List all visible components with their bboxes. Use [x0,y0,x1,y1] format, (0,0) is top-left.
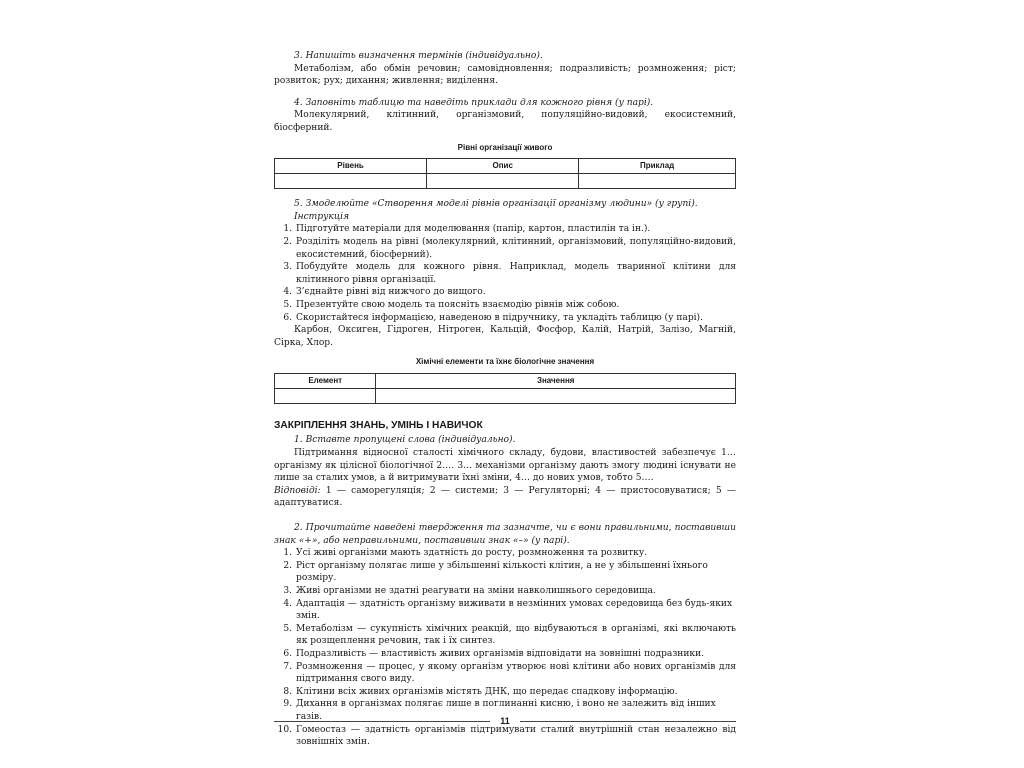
step-number: 5. [283,299,292,310]
table-header-element: Елемент [275,373,376,388]
list-item [274,286,736,299]
item-text: Подразливість — властивість живих організмів відповідати на зовнішні подразники. [296,648,705,659]
item-number: 6. [283,648,292,659]
step-number: 6. [283,312,292,323]
item-text: Дихання в організмах полягає лише в поглинанні кисню, і воно не залежить від інших газів. [296,699,716,722]
table-header-meaning: Значення [376,373,736,388]
list-item [274,547,736,560]
list-item [274,623,736,648]
step-text: Скористайтеся інформацією, наведеною в підручнику, та укладіть таблицю (у парі). [296,312,703,323]
step-number: 2. [283,236,292,247]
item-text: Гомеостаз — здатність організмів підтримувати сталий внутрішній стан незалежно від зовнішніх змін. [296,724,736,748]
instruction-label: Інструкція [294,211,350,222]
page-footer [274,716,736,726]
table-header-row [275,159,736,174]
item-text: Клітини всіх живих організмів містять ДНК, що передає спадкову інформацію. [296,686,678,697]
table-header-description: Опис [427,159,579,174]
task4-text: Молекулярний, клітинний, організмовий, популяційно-видовий, екосистемний, біосферний. [274,110,736,133]
footer-rule-left [274,721,490,722]
list-item [274,724,736,749]
fix1-title: 1. Вставте пропущені слова (індивідуально). [294,435,516,446]
step-text: З’єднайте рівні від нижчого до вищого. [296,287,486,298]
item-text: Метаболізм — сукупність хімічних реакцій, що відбуваються в організмі, які включають як розщеплення речовин, так і їх синтез. [296,623,736,647]
list-item [274,299,736,312]
item-text: Живі організми не здатні реагувати на зміни навколишнього середовища. [296,586,656,596]
list-item [274,648,736,661]
fix1-text: Підтримання відносної сталості хімічного складу, будови, властивостей забезпечує 1… організму як цілісної біологічної 2…. 3… механізми організму дають змогу людині існувати не лише за сталих умов, а й витримувати їхні зміни, 4… до нових умов, тобто 5…. [274,448,736,484]
list-item [274,585,736,598]
item-number: 8. [283,686,292,697]
list-item [274,686,736,699]
list-item [274,661,736,686]
elements-table [274,373,736,404]
step-number: 4. [283,287,292,298]
list-item [274,312,736,325]
fix2-title: 2. Прочитайте наведені твердження та зазначте, чи є вони правильними, поставивши знак «+», або неправильними, поставивши знак «–» (у парі). [274,523,736,546]
list-item [274,261,736,286]
table-header-row [275,373,736,388]
textbook-page [274,50,736,749]
item-number: 5. [283,623,292,634]
task4-title: 4. Заповніть таблицю та наведіть приклади для кожного рівня (у парі). [294,97,654,108]
table-header-level: Рівень [275,159,427,174]
step-number: 1. [283,224,292,235]
fix1-answers [274,485,736,510]
step-text: Розділіть модель на рівні (молекулярний, клітинний, організмовий, популяційно-видовий, екосистемний, біосферний). [296,236,736,260]
item-number: 3. [283,586,292,596]
item-number: 1. [283,548,292,559]
item-number: 7. [283,661,292,672]
item-number: 4. [283,598,292,609]
item-text: Розмноження — процес, у якому організм утворює нові клітини або нових організмів для підтримання свого виду. [296,661,736,685]
table-cell[interactable] [275,174,427,189]
table-cell[interactable] [275,388,376,403]
elements-table-caption: Хімічні елементи та їхнє біологічне значення [415,357,595,367]
section-heading: ЗАКРІПЛЕННЯ ЗНАНЬ, УМІНЬ І НАВИЧОК [274,419,483,431]
step-text: Презентуйте свою модель та поясніть взаємодію рівнів між собою. [296,299,620,310]
task5-title: 5. Змоделюйте «Створення моделі рівнів організації організму людини» (у групі). [294,199,698,210]
table-cell[interactable] [376,388,736,403]
list-item [274,598,736,623]
item-text: Усі живі організми мають здатність до росту, розмноження та розвитку. [296,548,648,559]
levels-table [274,158,736,189]
answers-text: 1 — саморегуляція; 2 — системи; 3 — Регуляторні; 4 — пристосовуватися; 5 — адаптуватися. [274,485,736,509]
item-number: 2. [283,560,292,571]
levels-table-caption: Рівні організації живого [457,142,553,152]
item-number: 10. [277,724,292,735]
instruction-steps [274,223,736,324]
list-item [274,223,736,236]
answers-label: Відповіді: [274,485,321,496]
list-item [274,236,736,261]
item-text: Адаптація — здатність організму виживати в незмінних умовах середовища без будь-яких змін. [296,598,733,622]
item-number: 9. [283,699,292,710]
step-text: Підготуйте матеріали для моделювання (папір, картон, пластилін та ін.). [296,224,651,235]
step-number: 3. [283,262,292,273]
table-row [275,174,736,189]
task3-text: Метаболізм, або обмін речовин; самовідновлення; подразливість; розмноження; ріст; розвиток; рух; дихання; живлення; виділення. [274,63,736,87]
step-text: Побудуйте модель для кожного рівня. Наприклад, модель тваринної клітини для клітинного рівня організації. [296,262,736,285]
elements-text: Карбон, Оксиген, Гідроген, Нітроген, Кальцій, Фосфор, Калій, Натрій, Залізо, Магній, Сірка, Хлор. [274,325,736,348]
footer-rule-right [520,721,736,722]
page-number: 11 [500,716,510,726]
table-cell[interactable] [427,174,579,189]
table-cell[interactable] [579,174,736,189]
table-row [275,388,736,403]
task3-title: 3. Напишіть визначення термінів (індивідуально). [294,51,543,61]
table-header-example: Приклад [579,159,736,174]
item-text: Ріст організму полягає лише у збільшенні кількості клітин, а не у збільшенні їхнього розміру. [296,560,708,584]
list-item [274,560,736,585]
